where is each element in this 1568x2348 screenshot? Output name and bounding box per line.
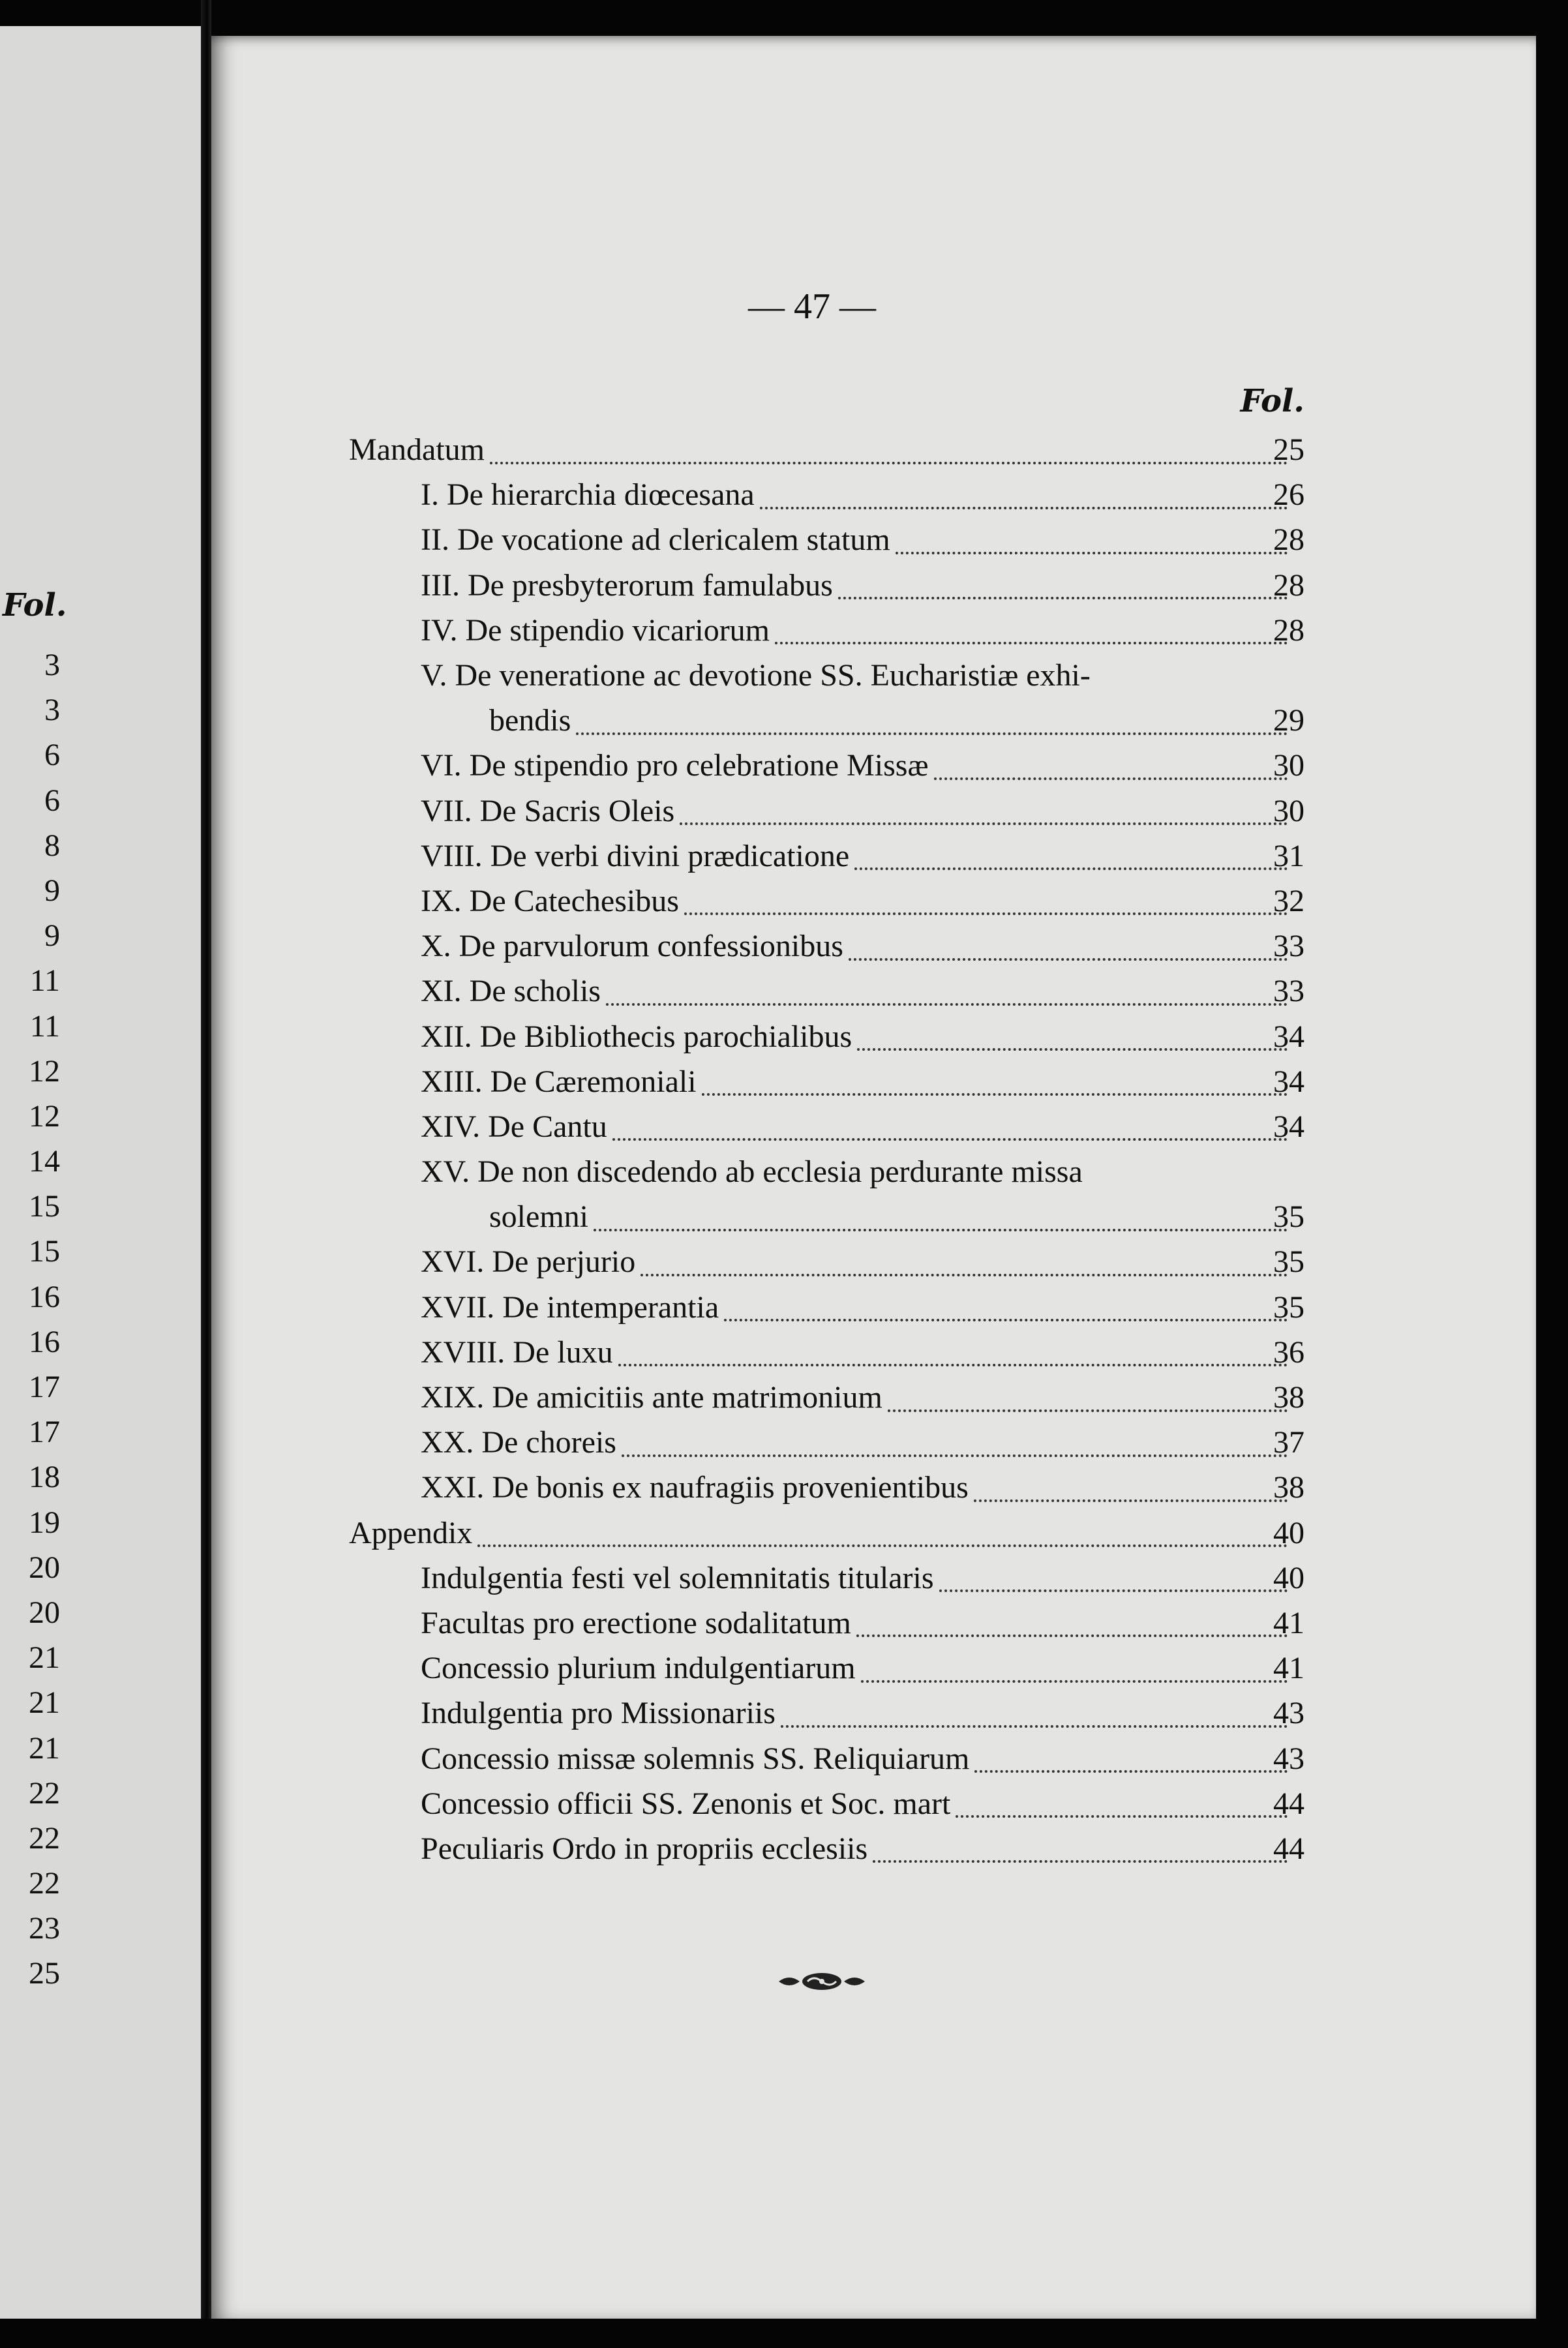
toc-entry-page: 31 xyxy=(1273,838,1304,873)
toc-entry xyxy=(0,563,1568,608)
dot-leader xyxy=(622,1423,1288,1457)
toc-entry xyxy=(0,1285,1568,1330)
toc-entry-page: 44 xyxy=(1273,1786,1304,1821)
toc-entry xyxy=(0,1736,1568,1781)
previous-page-folio-number: 22 xyxy=(29,1820,60,1856)
dot-leader xyxy=(684,881,1288,915)
toc-entry-page: 28 xyxy=(1273,522,1304,558)
toc-entry-page: 30 xyxy=(1273,793,1304,828)
previous-page-folio-number: 15 xyxy=(29,1234,60,1269)
previous-page-folio-number: 6 xyxy=(44,738,60,773)
previous-page-folio-number: 9 xyxy=(44,873,60,908)
dot-leader xyxy=(576,701,1288,735)
toc-entry-page: 30 xyxy=(1273,748,1304,783)
toc-entry xyxy=(0,698,1568,743)
toc-entry-title: III. De presbyterorum famulabus xyxy=(421,567,833,603)
toc-entry xyxy=(0,1059,1568,1104)
dot-leader xyxy=(641,1242,1288,1276)
previous-page-folio-number: 11 xyxy=(29,1008,60,1044)
toc-entry-title: Appendix xyxy=(349,1515,473,1550)
previous-page-folio-number: 17 xyxy=(29,1370,60,1404)
toc-entry-page: 43 xyxy=(1273,1696,1304,1731)
previous-page-folio-number: 11 xyxy=(29,963,60,999)
toc-entry-title: IV. De stipendio vicariorum xyxy=(421,612,770,648)
toc-entry xyxy=(0,427,1568,472)
toc-entry xyxy=(0,1239,1568,1284)
toc-entry-page: 36 xyxy=(1273,1334,1304,1370)
toc-entry-title: XVI. De perjurio xyxy=(421,1244,636,1280)
toc-entry xyxy=(0,1465,1568,1510)
toc-entry-page: 29 xyxy=(1273,703,1304,738)
previous-page-folio-number: 8 xyxy=(44,828,60,863)
toc-entry-title: XIII. De Cæremoniali xyxy=(421,1064,697,1099)
previous-page-folio-number: 12 xyxy=(29,1053,60,1089)
toc-entry-title: VI. De stipendio pro celebratione Missæ xyxy=(421,748,929,783)
previous-page-folio-number: 20 xyxy=(29,1595,60,1630)
toc-entry-title: XXI. De bonis ex naufragiis provenientibus xyxy=(421,1470,969,1505)
toc-entry-page: 25 xyxy=(1273,432,1304,468)
toc-entry-title: VII. De Sacris Oleis xyxy=(421,793,675,828)
toc-entry xyxy=(0,969,1568,1014)
toc-entry-page: 35 xyxy=(1273,1244,1304,1280)
toc-entry-page: 38 xyxy=(1273,1380,1304,1415)
previous-page-folio-number: 19 xyxy=(29,1505,60,1540)
previous-page-folio-number: 14 xyxy=(29,1144,60,1179)
toc-entry-page: 34 xyxy=(1273,1064,1304,1099)
toc-entry-page: 34 xyxy=(1273,1019,1304,1054)
toc-entry-title: XIV. De Cantu xyxy=(421,1109,607,1144)
toc-entry xyxy=(0,1601,1568,1646)
table-of-contents xyxy=(0,427,1568,1871)
scan-border-top xyxy=(0,0,1568,36)
toc-entry-page: 28 xyxy=(1273,612,1304,648)
dot-leader xyxy=(612,1107,1288,1141)
toc-entry xyxy=(0,1556,1568,1601)
toc-entry xyxy=(0,789,1568,834)
scan-border-right xyxy=(1536,0,1568,2348)
toc-entry xyxy=(0,517,1568,562)
toc-entry-page: 43 xyxy=(1273,1741,1304,1776)
toc-entry-title: XVII. De intemperantia xyxy=(421,1289,719,1325)
toc-entry-title: XX. De choreis xyxy=(421,1425,616,1460)
dot-leader xyxy=(861,1649,1288,1683)
dot-leader xyxy=(856,1603,1288,1637)
toc-entry-title: Peculiaris Ordo in propriis ecclesiis xyxy=(421,1831,868,1866)
dot-leader xyxy=(934,746,1288,780)
dot-leader xyxy=(781,1694,1288,1728)
previous-page-folio-number: 17 xyxy=(29,1415,60,1450)
toc-entry xyxy=(0,1420,1568,1465)
toc-entry-page: 32 xyxy=(1273,883,1304,918)
toc-entry-title: solemni xyxy=(489,1199,588,1235)
toc-entry-title: V. De veneratione ac devotione SS. Eucharistiæ exhi- xyxy=(421,658,1091,693)
dot-leader xyxy=(702,1062,1288,1096)
previous-page-fol-header: Fol. xyxy=(3,587,67,624)
dot-leader xyxy=(896,520,1288,554)
toc-entry-page: 37 xyxy=(1273,1425,1304,1460)
dot-leader xyxy=(477,1513,1288,1547)
toc-entry xyxy=(0,1014,1568,1059)
dot-leader xyxy=(490,430,1288,464)
toc-entry-page: 40 xyxy=(1273,1560,1304,1595)
toc-entry xyxy=(0,1149,1568,1194)
page-number: — 47 — xyxy=(748,286,876,327)
toc-entry-title: Facultas pro erectione sodalitatum xyxy=(421,1605,851,1640)
previous-page-folio-number: 25 xyxy=(29,1956,60,1991)
toc-entry-page: 35 xyxy=(1273,1289,1304,1325)
scan-border-bottom xyxy=(0,2319,1568,2348)
previous-page-folio-number: 22 xyxy=(29,1775,60,1811)
toc-entry xyxy=(0,1104,1568,1149)
fleuron-ornament-icon xyxy=(776,1970,867,1993)
toc-entry-title: IX. De Catechesibus xyxy=(421,883,679,918)
toc-entry xyxy=(0,653,1568,698)
toc-entry-page: 38 xyxy=(1273,1470,1304,1505)
previous-page-folio-number: 22 xyxy=(29,1866,60,1901)
previous-page-folio-number: 16 xyxy=(29,1279,60,1314)
toc-entry xyxy=(0,1826,1568,1871)
previous-page-folio-number: 16 xyxy=(29,1324,60,1359)
previous-page-folio-number: 9 xyxy=(44,918,60,954)
dot-leader xyxy=(849,927,1288,961)
toc-entry-page: 28 xyxy=(1273,567,1304,603)
previous-page-folio-number: 15 xyxy=(29,1189,60,1224)
toc-entry-page: 26 xyxy=(1273,477,1304,513)
previous-page-folio-number: 21 xyxy=(29,1730,60,1766)
toc-entry xyxy=(0,1194,1568,1239)
toc-entry-title: bendis xyxy=(489,703,571,738)
toc-entry-page: 44 xyxy=(1273,1831,1304,1866)
toc-entry xyxy=(0,1511,1568,1556)
toc-entry-page: 41 xyxy=(1273,1605,1304,1640)
toc-entry-page: 33 xyxy=(1273,974,1304,1009)
dot-leader xyxy=(838,565,1288,599)
toc-entry xyxy=(0,743,1568,788)
previous-page-folio-number: 18 xyxy=(29,1460,60,1495)
previous-page-folio-number: 21 xyxy=(29,1685,60,1721)
toc-entry-page: 34 xyxy=(1273,1109,1304,1144)
dot-leader xyxy=(594,1197,1288,1231)
toc-entry-title: II. De vocatione ad clericalem statum xyxy=(421,522,890,558)
toc-entry xyxy=(0,608,1568,653)
toc-entry-title: XVIII. De luxu xyxy=(421,1334,613,1370)
dot-leader xyxy=(873,1829,1288,1863)
dot-leader xyxy=(724,1287,1288,1321)
previous-page-folio-number: 20 xyxy=(29,1550,60,1585)
toc-entry xyxy=(0,1330,1568,1375)
toc-entry-title: XV. De non discedendo ab ecclesia perdurante missa xyxy=(421,1154,1083,1190)
toc-entry-title: X. De parvulorum confessionibus xyxy=(421,929,843,964)
toc-entry-title: I. De hierarchia diœcesana xyxy=(421,477,755,513)
toc-entry-title: Mandatum xyxy=(349,432,485,468)
dot-leader xyxy=(680,791,1288,825)
toc-entry xyxy=(0,1781,1568,1826)
toc-entry-page: 41 xyxy=(1273,1651,1304,1686)
dot-leader xyxy=(854,836,1288,870)
toc-entry-title: XIX. De amicitiis ante matrimonium xyxy=(421,1380,882,1415)
toc-entry-title: Concessio officii SS. Zenonis et Soc. mart xyxy=(421,1786,951,1821)
previous-page-folio-number: 3 xyxy=(44,693,60,728)
dot-leader xyxy=(618,1332,1288,1366)
fol-column-header: Fol. xyxy=(1240,383,1304,419)
toc-entry-page: 35 xyxy=(1273,1199,1304,1235)
toc-entry xyxy=(0,1375,1568,1420)
dot-leader xyxy=(857,1017,1288,1051)
dot-leader xyxy=(956,1784,1288,1818)
toc-entry-page: 33 xyxy=(1273,929,1304,964)
dot-leader xyxy=(760,475,1288,509)
toc-entry xyxy=(0,879,1568,924)
toc-entry-title: Concessio missæ solemnis SS. Reliquiarum xyxy=(421,1741,970,1776)
toc-entry xyxy=(0,1646,1568,1691)
dot-leader xyxy=(775,610,1288,644)
previous-page-folio-number: 21 xyxy=(29,1640,60,1676)
toc-entry xyxy=(0,834,1568,879)
toc-entry-page: 40 xyxy=(1273,1515,1304,1550)
toc-entry-title: Concessio plurium indulgentiarum xyxy=(421,1651,856,1686)
toc-entry-title: Indulgentia festi vel solemnitatis titularis xyxy=(421,1560,934,1595)
toc-entry-title: VIII. De verbi divini prædicatione xyxy=(421,838,850,873)
toc-entry xyxy=(0,472,1568,517)
previous-page-folio-number: 6 xyxy=(44,783,60,818)
toc-entry-title: XI. De scholis xyxy=(421,974,601,1009)
dot-leader xyxy=(939,1558,1288,1592)
previous-page-folio-number: 12 xyxy=(29,1098,60,1134)
dot-leader xyxy=(606,972,1288,1006)
toc-entry xyxy=(0,1691,1568,1736)
dot-leader xyxy=(888,1378,1288,1412)
previous-page-folio-number: 3 xyxy=(44,648,60,682)
toc-entry xyxy=(0,924,1568,969)
toc-entry-title: XII. De Bibliothecis parochialibus xyxy=(421,1019,852,1054)
toc-entry-title: Indulgentia pro Missionariis xyxy=(421,1696,776,1731)
previous-page-folio-number: 23 xyxy=(29,1911,60,1946)
